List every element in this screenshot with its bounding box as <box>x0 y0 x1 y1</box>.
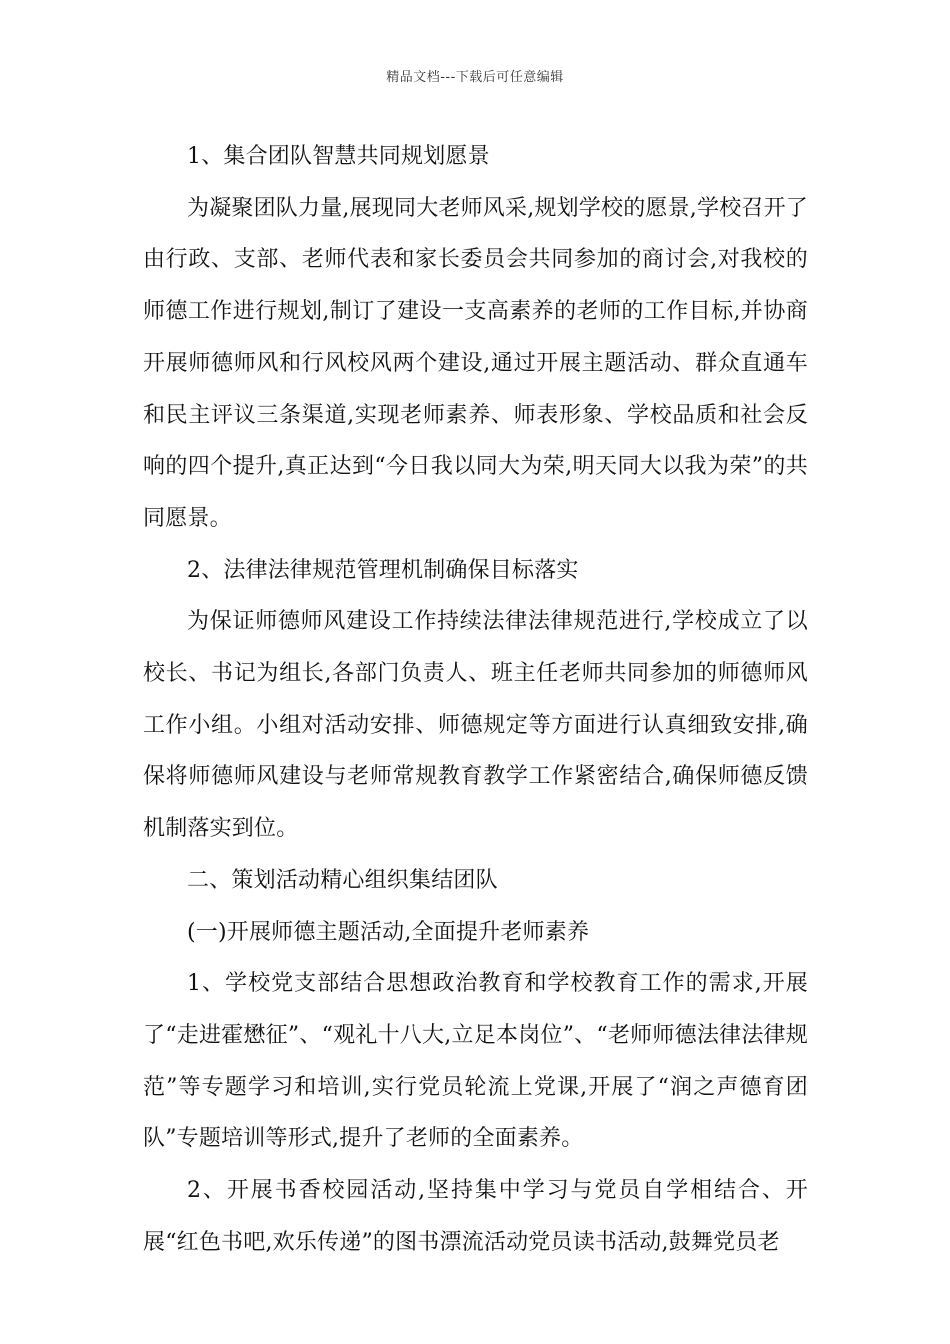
section-heading-activities: 二、策划活动精心组织集结团队 <box>187 867 498 893</box>
subsection-heading-theme-activities: (一)开展师德主题活动,全面提升老师素养 <box>187 919 590 945</box>
document-body <box>143 131 808 1268</box>
heading-1-vision: 1、集合团队智慧共同规划愿景 <box>187 144 490 169</box>
paragraph-reading-campus: 2、开展书香校园活动,坚持集中学习与党员自学相结合、开展“红色书吧,欢乐传递”的图书漂流活动党员读书活动,鼓舞党员老 <box>143 1178 808 1255</box>
paragraph-mechanism: 为保证师德师风建设工作持续法律法律规范进行,学校成立了以校长、书记为组长,各部门负责人、班主任老师共同参加的师德师风工作小组。小组对活动安排、师德规定等方面进行认真细致安排,确保将师德师风建设与老师常规教育教学工作紧密结合,确保师德反馈机制落实到位。 <box>143 609 808 842</box>
heading-2-mechanism: 2、法律法律规范管理机制确保目标落实 <box>187 557 579 583</box>
paragraph-vision: 为凝聚团队力量,展现同大老师风采,规划学校的愿景,学校召开了由行政、支部、老师代表和家长委员会共同参加的商讨会,对我校的师德工作进行规划,制订了建设一支高素养的老师的工作目标,并协商开展师德师风和行风校风两个建设,通过开展主题活动、群众直通车和民主评议三条渠道,实现老师素养、师表形象、学校品质和社会反响的四个提升,真正达到“今日我以同大为荣,明天同大以我为荣”的共同愿景。 <box>143 195 808 531</box>
paragraph-party-branch: 1、学校党支部结合思想政治教育和学校教育工作的需求,开展了“走进霍懋征”、“观礼十八大,立足本岗位”、“老师师德法律法律规范”等专题学习和培训,实行党员轮流上党课,开展了“润之声德育团队”专题培训等形式,提升了老师的全面素养。 <box>143 971 808 1152</box>
page-header: 精品文档---下载后可任意编辑 <box>386 70 564 85</box>
